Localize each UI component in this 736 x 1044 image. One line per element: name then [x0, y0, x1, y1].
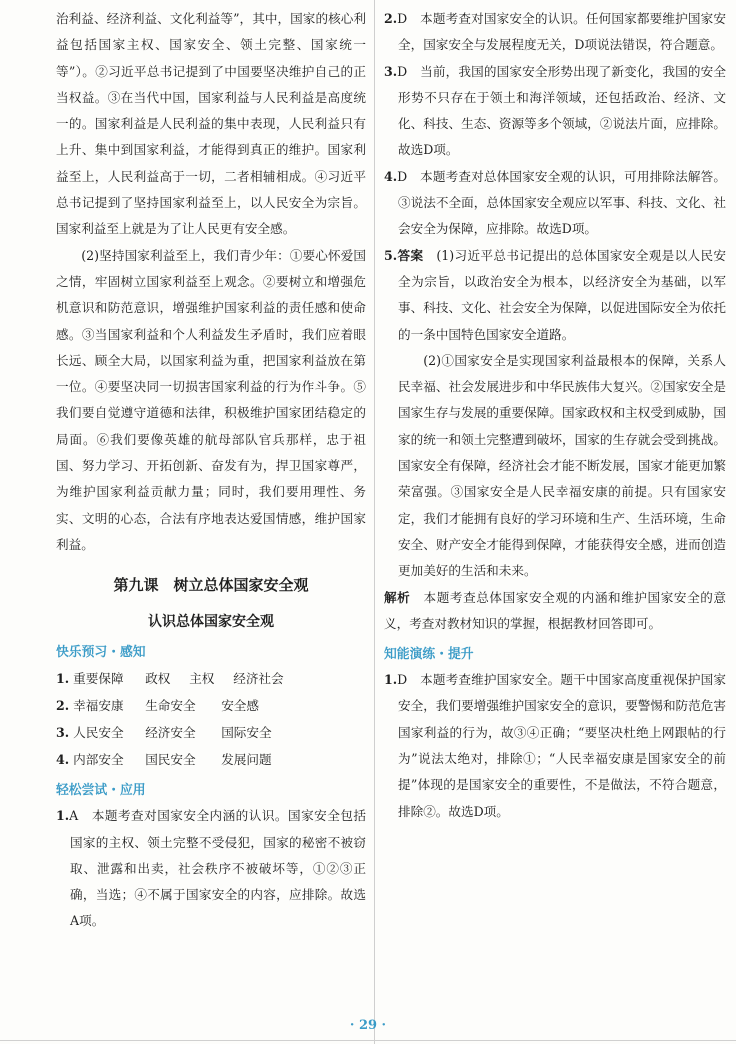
answer-item: 4.D 本题考查对总体国家安全观的认识，可用排除法解答。③说法不全面，总体国家安全观应以军事、科技、文化、社会安全为保障，应排除。故选D项。 — [384, 168, 726, 237]
answer-row: 1. 重要保障 政权 主权 经济社会 — [56, 671, 284, 687]
paragraph: 治利益、经济利益、文化利益等”，其中，国家的核心利益包括国家主权、国家安全、领土完整、国家统一等”）。②习近平总书记提到了中国要坚决维护自己的正当权益。③在当代中国，国家利益与人民利益是高度统一的。国家利益是人民利益的集中表现，人民利益只有上升、集中到国家利益，才能得到真正的维护。国家利益至上，人民利益高于一切，二者相辅相成。④习近平总书记提到了坚持国家利益至上，以人民安全为宗旨。国家利益至上就是为了让人民更有安全感。 — [56, 11, 366, 237]
paragraph: (2)坚持国家利益至上，我们青少年：①要心怀爱国之情，牢固树立国家利益至上观念。②要树立和增强危机意识和防范意识，增强维护国家利益的责任感和使命感。③当国家利益和个人利益发生矛盾时，我们应着眼长远、顾全大局，以国家利益为重，把国家利益放在第一位。④要坚决同一切损害国家利益的行为作斗争。⑤我们要自觉遵守道德和法律，积极维护国家团结稳定的局面。⑥我们要像英雄的航母部队官兵那样，忠于祖国、努力学习、开拓创新、奋发有为，捍卫国家尊严，为维护国家利益贡献力量；同时，我们要用理性、务实、文明的心态，合法有序地表达爱国情感，维护国家利益。 — [56, 247, 366, 552]
answer-row: 2. 幸福安康 生命安全 安全感 — [56, 698, 259, 714]
answer-item: 2.D 本题考查对国家安全的认识。任何国家都要维护国家安全，国家安全与发展程度无关，D项说法错误，符合题意。 — [384, 11, 726, 53]
column-divider — [374, 0, 375, 1044]
lesson-title: 第九课 树立总体国家安全观 — [113, 576, 309, 595]
bottom-rule — [0, 1040, 736, 1041]
answer-paragraph: (2)①国家安全是实现国家利益最根本的保障，关系人民幸福、社会发展进步和中华民族伟大复兴。②国家安全是国家生存与发展的重要保障。国家政权和主权受到威胁，国家的统一和领土完整遭到破坏，国家的生存就会受到挑战。国家安全有保障，经济社会才能不断发展，国家才能更加繁荣富强。③国家安全是人民幸福安康的前提。只有国家安定，我们才能拥有良好的学习环境和生产、生活环境，生命安全、财产安全才能得到保障，才能获得安全感，进而创造更加美好的生活和未来。 — [398, 352, 726, 579]
section-heading: 轻松尝试・应用 — [56, 783, 146, 799]
answer-list — [56, 665, 366, 773]
section-heading: 快乐预习・感知 — [56, 645, 146, 661]
section-heading: 知能演练・提升 — [384, 647, 474, 663]
section-title: 认识总体国家安全观 — [148, 614, 274, 631]
answer-row: 4. 内部安全 国民安全 发展问题 — [56, 752, 272, 768]
answer-item: 1.A 本题考查对国家安全内涵的认识。国家安全包括国家的主权、领土完整不受侵犯，国家的秘密不被窃取、泄露和出卖，社会秩序不被破坏等，①②③正确，当选；④不属于国家安全的内容，应排除。故选A项。 — [56, 808, 366, 929]
left-column — [56, 6, 366, 935]
page-number: · 29 · — [349, 1018, 387, 1033]
answer-item: 1.D 本题考查维护国家安全。题干中国家高度重视保护国家安全，我们要增强维护国家安全的意识，要警惕和防范危害国家利益的行为，故③④正确；“要坚决杜绝上网跟帖的行为”说法太绝对，排除①；“人民幸福安康是国家安全的前提”体现的是国家安全的重要性，不是做法，不符合题意，排除②。故选D项。 — [384, 672, 726, 819]
answer-item: 3.D 当前，我国的国家安全形势出现了新变化，我国的安全形势不只存在于领土和海洋领域，还包括政治、经济、文化、科技、生态、资源等多个领域，②说法片面，应排除。故选D项。 — [384, 63, 726, 158]
right-column — [384, 6, 726, 825]
answer-item: 5.答案 (1)习近平总书记提出的总体国家安全观是以人民安全为宗旨，以政治安全为根本，以经济安全为基础，以军事、科技、文化、社会安全为保障，以促进国际安全为依托的一条中国特色国家安全道路。 — [384, 247, 727, 342]
answer-row: 3. 人民安全 经济安全 国际安全 — [56, 725, 272, 741]
analysis: 解析 本题考查总体国家安全观的内涵和维护国家安全的意义，考查对教材知识的掌握，根据教材回答即可。 — [384, 589, 727, 631]
